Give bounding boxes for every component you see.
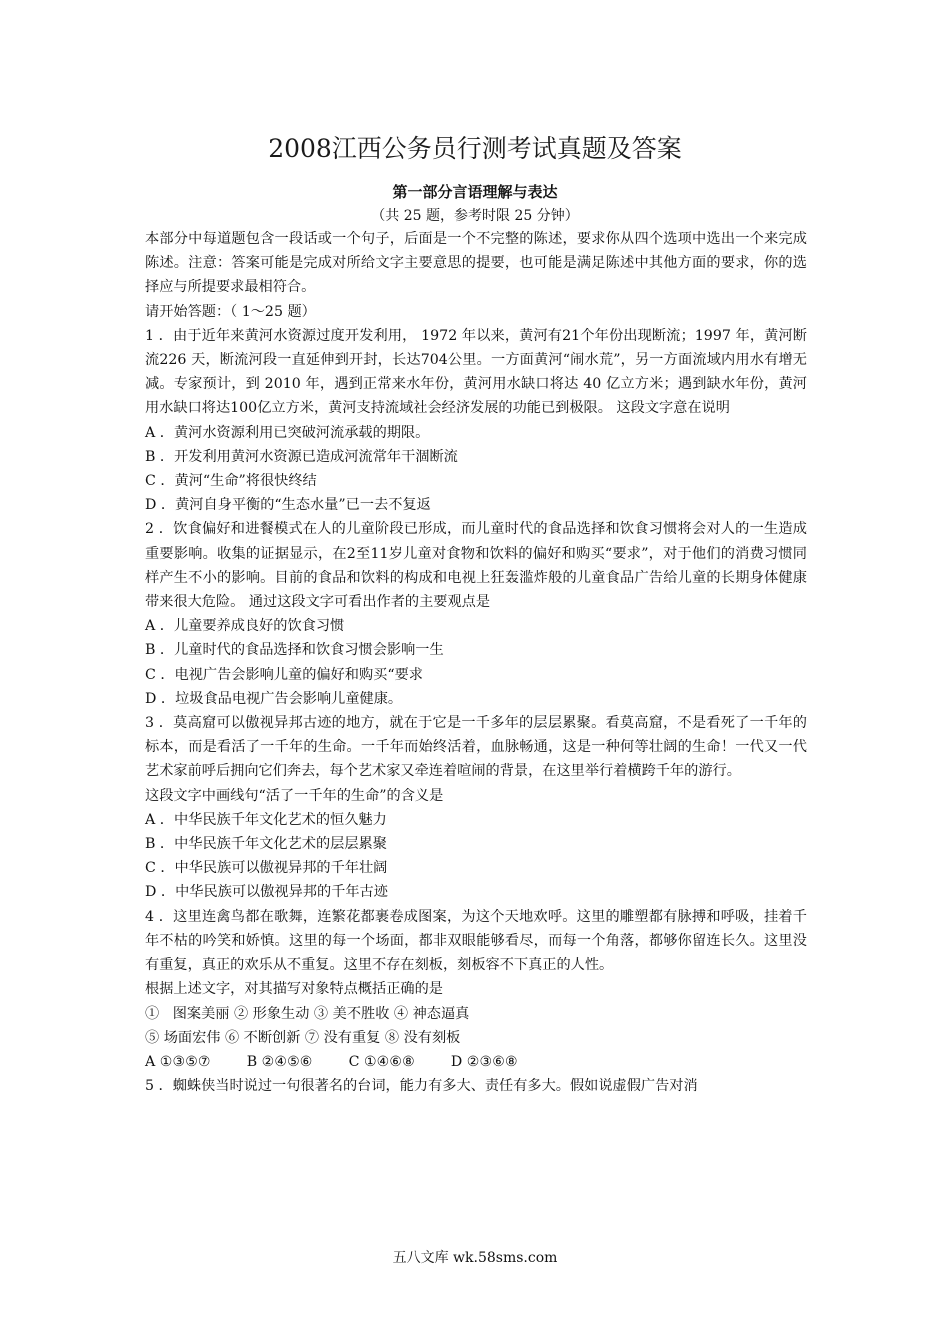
question-3-question: 这段文字中画线句“活了一千年的生命”的含义是 [145,787,444,804]
question-3-option-a: A ．中华民族千年文化艺术的恒久魅力 [145,811,387,828]
question-3-option-c: C ．中华民族可以傲视异邦的千年壮阔 [145,860,388,877]
section-subtitle: （共 25 题，参考时限 25 分钟） [371,208,579,224]
question-3-option-d: D ．中华民族可以傲视异邦的千年古迹 [145,884,388,901]
question-1-option-b: B ．开发利用黄河水资源已造成河流常年干涸断流 [145,448,458,465]
start-line: 请开始答题：（ 1～25 题） [145,303,316,320]
question-2-option-a: A ．儿童要养成良好的饮食习惯 [145,618,345,635]
question-1-option-a: A ．黄河水资源利用已突破河流承载的期限。 [145,424,430,441]
question-2-option-b: B ．儿童时代的食品选择和饮食习惯会影响一生 [145,642,444,659]
section-title: 第一部分言语理解与表达 [392,183,558,201]
question-2-option-c: C ．电视广告会影响儿童的偏好和购买“要求 [145,666,423,683]
question-5-stem: 5 ．蜘蛛侠当时说过一句很著名的台词，能力有多大、责任有多大。假如说虚假广告对消 [145,1078,698,1095]
question-4-items-line-1: ① 图案美丽 ② 形象生动 ③ 美不胜收 ④ 神态逼真 [145,1005,470,1022]
question-2-option-d: D ．垃圾食品电视广告会影响儿童健康。 [145,690,403,707]
page-title: 2008江西公务员行测考试真题及答案 [268,134,682,163]
instructions-paragraph: 本部分中每道题包含一段话或一个句子，后面是一个不完整的陈述，要求你从四个选项中选出一个来完成陈述。注意：答案可能是完成对所给文字主要意思的提要，也可能是满足陈述中其他方面的要求，你的选择应与所提要求最相符合。 [145,231,807,296]
question-4-items-line-2: ⑤ 场面宏伟 ⑥ 不断创新 ⑦ 没有重复 ⑧ 没有刻板 [145,1029,461,1046]
question-3-stem: 3 ．莫高窟可以傲视异邦古迹的地方，就在于它是一千多年的层层累聚。看莫高窟，不是看死了一千年的标本，而是看活了一千年的生命。一千年而始终活着，血脉畅通，这是一种何等壮阔的生命！一代又一代艺术家前呼后拥向它们奔去，每个艺术家又牵连着喧闹的背景，在这里举行着横跨千年的游行。 [145,715,807,780]
question-3-option-b: B ．中华民族千年文化艺术的层层累聚 [145,836,387,853]
question-4-stem: 4 ．这里连禽鸟都在歌舞，连繁花都裹卷成图案，为这个天地欢呼。这里的雕塑都有脉搏和呼吸，挂着千年不枯的吟笑和娇慎。这里的每一个场面，都非双眼能够看尽，而每一个角落，都够你留连长久。这里没有重复，真正的欢乐从不重复。这里不存在刻板，刻板容不下真正的人性。 [145,908,807,974]
question-4-answers: A ①③⑤⑦ B ②④⑤⑥ C ①④⑥⑧ D ②③⑥⑧ [145,1053,518,1070]
question-1-stem: 1 ．由于近年来黄河水资源过度开发利用， 1972 年以来，黄河有21个年份出现断流；1997 年，黄河断流226 天，断流河段一直延伸到开封，长达704公里。一方面黄河“闹水荒”，另一方面流域内用水有增无减。专家预计，到 2010 年，遇到正常来水年份，黄河用水缺口将达 40 亿立方米；遇到缺水年份，黄河用水缺口将达100亿立方米，黄河支持流域社会经济发展的功能已到极限。 这段文字意在说明 [145,327,807,417]
document-body [145,227,807,1098]
question-1-option-c: C ．黄河“生命”将很快终结 [145,473,317,490]
question-1-option-d: D ．黄河自身平衡的“生态水量”已一去不复返 [145,497,431,514]
page-footer: 五八文库 wk.58sms.com [392,1250,558,1266]
question-2-stem: 2 ．饮食偏好和进餐模式在人的儿童阶段已形成，而儿童时代的食品选择和饮食习惯将会对人的一生造成重要影响。收集的证据显示，在2至11岁儿童对食物和饮料的偏好和购买“要求”，对于他们的消费习惯同样产生不小的影响。目前的食品和饮料的构成和电视上狂轰滥炸般的儿童食品广告给儿童的长期身体健康带来很大危险。 通过这段文字可看出作者的主要观点是 [145,521,807,611]
question-4-question: 根据上述文字，对其描写对象特点概括正确的是 [145,981,443,998]
